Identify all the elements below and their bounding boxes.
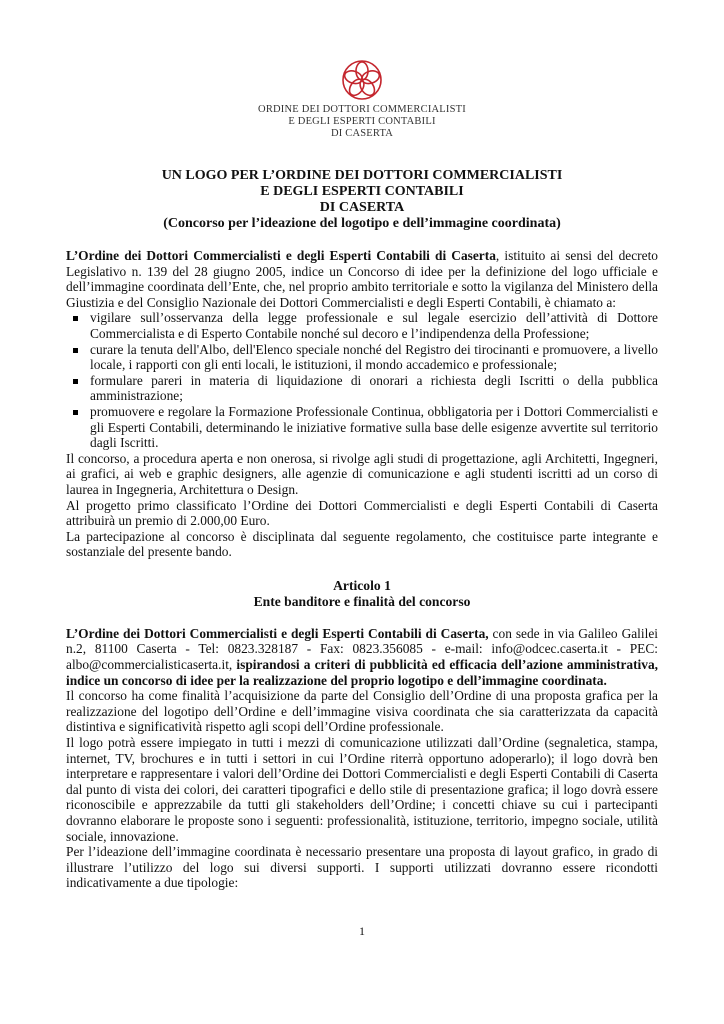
document-body: [66, 248, 658, 891]
paragraph: Il concorso, a procedura aperta e non onerosa, si rivolge agli studi di progettazione, agli Architetti, Ingegneri, ai grafici, ai web e graphic designers, alle agenzie di comunicazione e agli studenti iscritti ad un corso di laurea in Ingegneria, Architettura o Design.: [66, 450, 658, 497]
document-page: [66, 58, 658, 891]
list-item-text: vigilare sull’osservanza della legge professionale e sul legale esercizio dell’attività di Dottore Commercialista e di Esperto Contabile nonché sul decoro e l’indipendenza della Professione;: [90, 310, 658, 341]
org-line: ORDINE DEI DOTTORI COMMERCIALISTI: [258, 104, 466, 115]
order-logo-icon: [340, 58, 384, 102]
article-1-bold-statement: ispirandosi a criteri di pubblicità ed efficacia dell’azione amministrativa, indice un concorso di idee per la realizzazione del proprio logotipo e dell’immagine coordinata.: [66, 657, 659, 688]
list-item: [66, 342, 658, 373]
list-item: [66, 310, 658, 341]
article-1-bold-name: L’Ordine dei Dottori Commercialisti e degli Esperti Contabili di Caserta,: [66, 625, 489, 641]
intro-text: , istituito ai sensi del decreto Legislativo n. 139 del 28 giugno 2005, indice un Concorso di idee per la definizione del logo ufficiale e dell’immagine coordinata dell’Ente, che, nel proprio ambito territoriale e sotto la vigilanza del Ministero della Giustizia e del Consiglio Nazionale dei Dottori Commercialisti e degli Esperti Contabili, è chiamato a:: [66, 248, 658, 310]
title-subtitle: (Concorso per l’ideazione del logotipo e dell’immagine coordinata): [163, 216, 561, 231]
list-item: [66, 373, 658, 404]
title-line: DI CASERTA: [319, 200, 405, 215]
bullet-icon: [73, 410, 78, 415]
list-item-text: formulare pareri in materia di liquidazione di onorari a richiesta degli Iscritti o della pubblica amministrazione;: [90, 372, 658, 404]
organization-name: [66, 104, 658, 140]
org-line: E DEGLI ESPERTI CONTABILI: [288, 116, 436, 127]
list-item: [66, 404, 658, 451]
list-item-text: promuovere e regolare la Formazione Professionale Continua, obbligatoria per i Dottori Commercialisti e gli Esperti Contabili, determinando le iniziative formative sulla base delle esigenze avvertite sul territorio dagli Iscritti.: [90, 403, 658, 451]
paragraph: Al progetto primo classificato l’Ordine dei Dottori Commercialisti e degli Esperti Contabili di Caserta attribuirà un premio di 2.000,00 Euro.: [66, 497, 658, 529]
title-line: UN LOGO PER L’ORDINE DEI DOTTORI COMMERCIALISTI: [161, 168, 563, 183]
paragraph: Il logo potrà essere impiegato in tutti i mezzi di comunicazione utilizzati dall’Ordine (segnaletica, stampa, internet, TV, brochures e in tutti i settori in cui l’Ordine riterrà opportuno adoperarlo); il logo dovrà ben interpretare e rappresentare i valori dell’Ordine dei Dottori Commercialisti e degli Esperti Contabili di Caserta dal punto di vista dei colori, dei caratteri tipografici e dello stile di presentazione grafica; il logo dovrà essere riconoscibile e apprezzabile da tutti gli stakeholders dell’Ordine; i concetti chiave su cui i partecipanti dovranno elaborare le proposte sono i seguenti: professionalità, istituzione, territorio, impegno sociale, utilità sociale, innovazione.: [66, 735, 658, 844]
intro-paragraph: [66, 248, 658, 310]
org-line: DI CASERTA: [330, 128, 394, 139]
article-title: Ente banditore e finalità del concorso: [253, 593, 471, 609]
title-line: E DEGLI ESPERTI CONTABILI: [260, 184, 464, 199]
document-title: [66, 168, 658, 232]
bullet-icon: [73, 316, 78, 321]
duties-list: [66, 310, 658, 450]
paragraph: La partecipazione al concorso è disciplinata dal seguente regolamento, che costituisce parte integrante e sostanziale del presente bando.: [66, 528, 658, 560]
article-number: Articolo 1: [333, 577, 391, 593]
intro-bold: L’Ordine dei Dottori Commercialisti e degli Esperti Contabili di Caserta: [66, 248, 496, 263]
paragraph: Per l’ideazione dell’immagine coordinata è necessario presentare una proposta di layout grafico, in grado di illustrare l’utilizzo del logo sui diversi supporti. I supporti utilizzati dovranno essere ricondotti indicativamente a due tipologie:: [66, 844, 658, 891]
paragraph: Il concorso ha come finalità l’acquisizione da parte del Consiglio dell’Ordine di una proposta grafica per la realizzazione del logotipo dell’Ordine e dell’immagine visiva coordinata che sia caratterizzata da capacità distintiva e significatività rispetto agli scopi dell’Ordine professionale.: [66, 688, 658, 735]
article-heading: [66, 578, 658, 610]
bullet-icon: [73, 348, 78, 353]
article-1-contacts: con sede in via Galileo Galilei n.2, 81100 Caserta - Tel: 0823.328187 - Fax: 0823.356085 - e-mail: info@odcec.caserta.it - PEC: albo@commercialisticaserta.it,: [66, 625, 659, 673]
bullet-icon: [73, 379, 78, 384]
list-item-text: curare la tenuta dell'Albo, dell'Elenco speciale nonché del Registro dei tirocinanti e promuovere, a livello locale, i rapporti con gli enti locali, le istituzioni, il mondo accademico e professionale;: [90, 341, 658, 373]
article-1-opening: [66, 626, 658, 688]
page-number: 1: [359, 924, 365, 938]
